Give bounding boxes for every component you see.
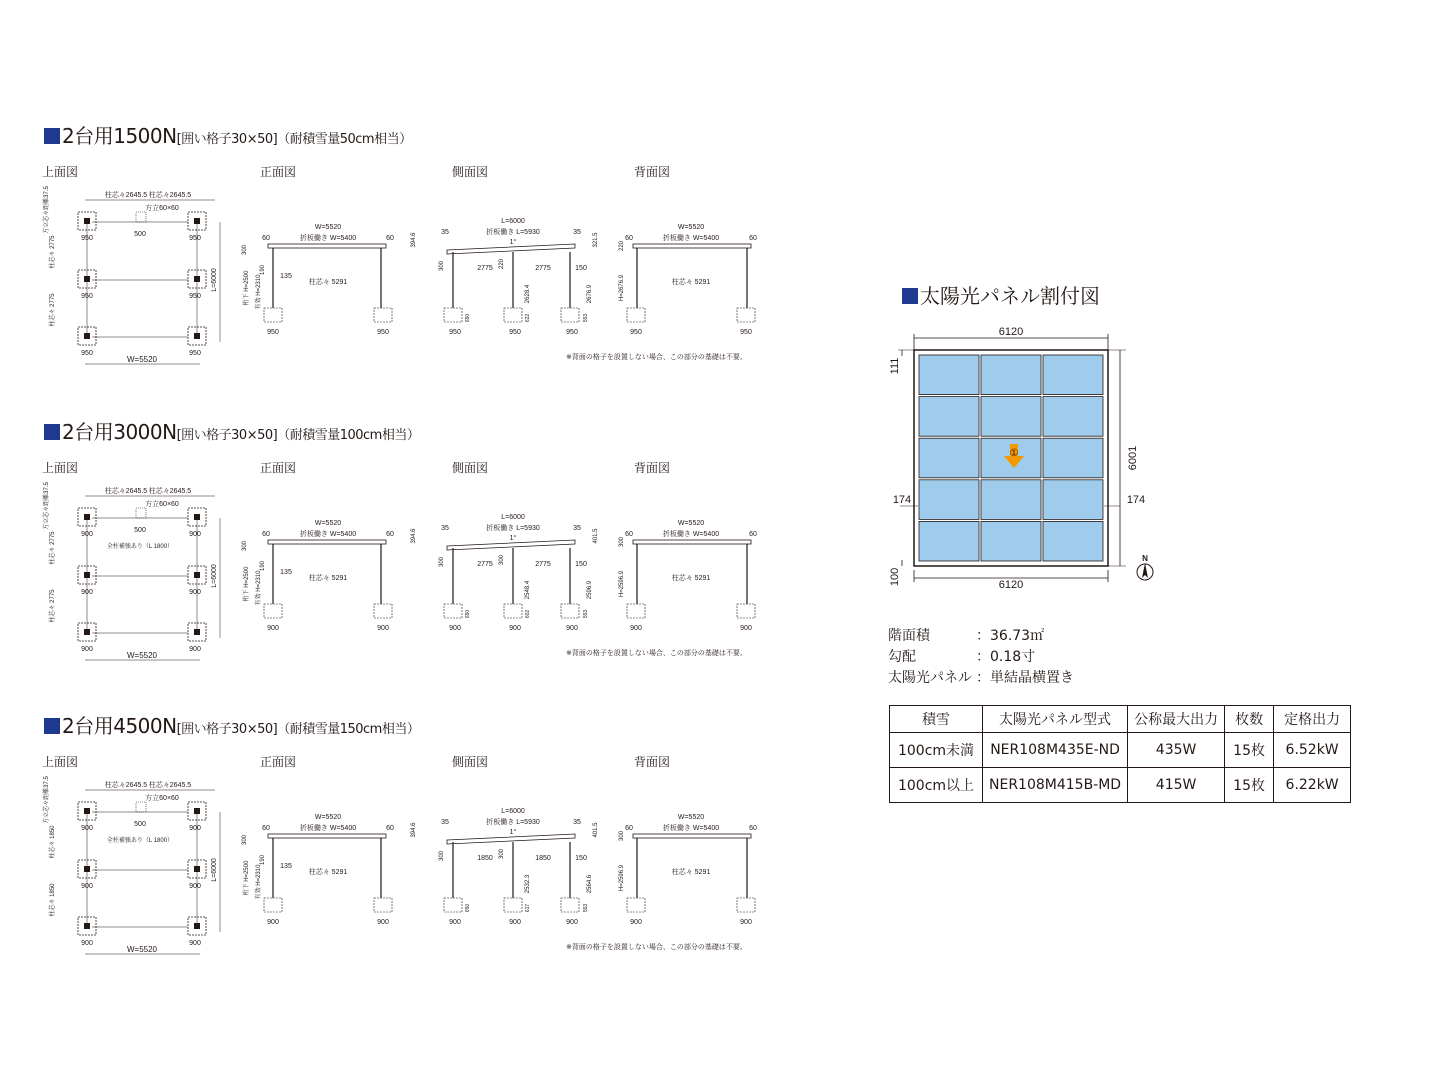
dimension-label: 900: [81, 531, 93, 538]
dimension-label: 135: [280, 569, 292, 576]
dimension-label: 394.6: [411, 232, 417, 248]
section-title-text: 2台用1500N: [62, 124, 177, 148]
dim-left-margin: 174: [892, 494, 912, 506]
dimension-label: L=6000: [211, 564, 218, 588]
foundation-note: ※背面の格子を設置しない場合、この部分の基礎は不要。: [566, 649, 747, 657]
dimension-label: 900: [740, 625, 752, 632]
dimension-label: 950: [630, 329, 642, 336]
dimension-label: 60: [625, 531, 633, 538]
solar-panel: [919, 397, 979, 437]
dimension-label: 折板働き L=5930: [486, 525, 540, 532]
solar-panel: [919, 438, 979, 478]
dimension-label: H=2676.9: [619, 274, 625, 302]
dimension-label: 394.6: [411, 528, 417, 544]
plan-view: [40, 182, 230, 372]
dimension-label: 900: [189, 940, 201, 947]
table-cell: NER108M435E-ND: [983, 733, 1128, 768]
dimension-label: W=5520: [126, 355, 158, 364]
dimension-label: 300: [242, 244, 248, 256]
dimension-label: 135: [280, 863, 292, 870]
dimension-label: 方立芯々距離37.5: [44, 482, 50, 530]
view-label: 上面図: [42, 165, 79, 179]
dimension-label: 60: [749, 825, 757, 832]
solar-panel: [1043, 480, 1103, 520]
dimension-label: 折板働き W=5400: [662, 531, 720, 538]
solar-panel: [919, 521, 979, 561]
dimension-label: W=5520: [314, 520, 342, 527]
table-header-cell: 定格出力: [1274, 706, 1351, 733]
solar-panel: [981, 480, 1041, 520]
dimension-label: 900: [509, 919, 521, 926]
dimension-label: 35: [573, 525, 581, 532]
dimension-label: 1°: [509, 829, 517, 836]
front-view: [238, 514, 398, 644]
solar-panel: [1043, 397, 1103, 437]
dimension-label: 950: [566, 329, 578, 336]
dimension-label: 900: [81, 825, 93, 832]
dimension-label: 柱芯々 2775: [50, 293, 56, 327]
dimension-label: 60: [386, 531, 394, 538]
dimension-label: 柱芯々2645.5: [148, 192, 192, 199]
dimension-label: 折板働き W=5400: [299, 825, 357, 832]
dim-height: 6001: [1127, 445, 1139, 471]
dimension-label: 900: [449, 919, 461, 926]
solar-panel: [1043, 521, 1103, 561]
dimension-label: 950: [267, 329, 279, 336]
dimension-label: 60: [262, 531, 270, 538]
dimension-label: 柱芯々2645.5: [148, 488, 192, 495]
table-row: [890, 768, 1351, 803]
dimension-label: 900: [189, 531, 201, 538]
spec-label: 階面積: [888, 628, 930, 644]
dimension-label: 650: [465, 609, 471, 619]
dimension-label: 900: [377, 919, 389, 926]
dimension-label: 900: [377, 625, 389, 632]
dimension-label: 2628.4: [525, 284, 531, 304]
dimension-label: 300: [439, 850, 445, 862]
table-header-cell: 公称最大出力: [1128, 706, 1225, 733]
dimension-label: 150: [575, 265, 587, 272]
table-cell: 15枚: [1225, 733, 1274, 768]
table-cell: 100cm以上: [890, 768, 983, 803]
dimension-label: 300: [439, 260, 445, 272]
dimension-label: 900: [267, 625, 279, 632]
dimension-label: W=5520: [677, 814, 705, 821]
slope-marker: ①: [1009, 448, 1019, 459]
dimension-label: 60: [262, 825, 270, 832]
dimension-label: 柱芯々 2775: [50, 589, 56, 623]
dimension-label: 2775: [535, 265, 551, 272]
section-title: [44, 120, 412, 149]
dimension-label: 柱芯々2645.5: [104, 782, 148, 789]
panel-layout-diagram: [880, 320, 1160, 600]
dimension-label: 柱芯々2645.5: [104, 488, 148, 495]
dimension-label: H=2596.9: [619, 570, 625, 598]
dimension-label: 桁下 H=2500: [244, 566, 250, 602]
table-cell: 6.52kW: [1274, 733, 1351, 768]
table-header-cell: 太陽光パネル型式: [983, 706, 1128, 733]
section-title-text: 2台用4500N: [62, 714, 177, 738]
dimension-label: 柱芯々 2775: [50, 235, 56, 269]
dimension-label: W=5520: [126, 945, 158, 954]
dimension-label: 方立芯々距離37.5: [44, 186, 50, 234]
section-subtitle: [囲い格子30×50]（耐積雪量150cm相当）: [176, 722, 420, 737]
dimension-label: 401.5: [593, 528, 599, 544]
dimension-label: 35: [441, 819, 449, 826]
dimension-label: 60: [386, 825, 394, 832]
table-cell: 415W: [1128, 768, 1225, 803]
dimension-label: 方立60×60: [145, 205, 179, 212]
table-cell: 6.22kW: [1274, 768, 1351, 803]
side-view: [405, 214, 605, 344]
dimension-label: 900: [566, 919, 578, 926]
dimension-label: 60: [625, 235, 633, 242]
dimension-label: 有効 H=2310: [256, 274, 262, 310]
section-title: [44, 710, 419, 739]
dimension-label: W=5520: [314, 814, 342, 821]
dimension-label: 柱芯々 5291: [671, 869, 711, 876]
north-compass-icon: [1137, 563, 1153, 580]
dimension-label: 150: [575, 561, 587, 568]
dim-bottom-margin: 100: [889, 567, 901, 587]
dimension-label: 950: [189, 293, 201, 300]
dimension-label: 617: [525, 903, 531, 913]
dimension-label: 900: [189, 883, 201, 890]
dimension-label: 2775: [477, 265, 493, 272]
solar-panel: [1043, 438, 1103, 478]
plan-view: [40, 772, 230, 962]
dimension-label: 900: [630, 625, 642, 632]
plan-view: [40, 478, 230, 668]
dimension-label: 2775: [477, 561, 493, 568]
table-header-cell: 積雪: [890, 706, 983, 733]
dimension-label: 柱芯々 5291: [308, 575, 348, 582]
solar-panel: [981, 355, 1041, 395]
dimension-label: 950: [449, 329, 461, 336]
dimension-label: 300: [242, 540, 248, 552]
dimension-label: 折板働き L=5930: [486, 229, 540, 236]
dimension-label: 60: [386, 235, 394, 242]
dimension-label: 1°: [509, 239, 517, 246]
dimension-label: 柱芯々 2775: [50, 531, 56, 565]
north-label: N: [1142, 554, 1148, 563]
dimension-label: W=5520: [314, 224, 342, 231]
dimension-label: 150: [575, 855, 587, 862]
view-label: 側面図: [452, 165, 489, 179]
view-label: 正面図: [260, 461, 297, 475]
view-label: 側面図: [452, 461, 489, 475]
front-view: [238, 218, 398, 348]
title-square-icon: [44, 718, 60, 734]
section-subtitle: [囲い格子30×50]（耐積雪量50cm相当）: [176, 132, 412, 147]
dimension-label: 900: [81, 940, 93, 947]
dim-right-margin: 174: [1126, 494, 1146, 506]
back-view: [615, 808, 765, 938]
dimension-label: 650: [465, 903, 471, 913]
solar-panel: [919, 355, 979, 395]
back-view: [615, 218, 765, 348]
dimension-label: 900: [509, 625, 521, 632]
dim-top-width: 6120: [998, 326, 1024, 338]
dimension-label: 900: [81, 646, 93, 653]
side-view: [405, 804, 605, 934]
dimension-label: 全柱補強あり（L 1800）: [106, 544, 174, 550]
dimension-label: 35: [573, 229, 581, 236]
dimension-label: W=5520: [677, 520, 705, 527]
spec-label: 勾配: [888, 649, 916, 665]
dimension-label: 300: [619, 536, 625, 548]
table-cell: 15枚: [1225, 768, 1274, 803]
dimension-label: 401.5: [593, 822, 599, 838]
dimension-label: 900: [189, 646, 201, 653]
dimension-label: 602: [525, 609, 531, 619]
dimension-label: 950: [189, 350, 201, 357]
spec-value: ：0.18寸: [976, 649, 1036, 665]
dimension-label: 2532.3: [525, 874, 531, 894]
dimension-label: 60: [625, 825, 633, 832]
side-view: [405, 510, 605, 640]
dimension-label: 950: [81, 350, 93, 357]
dimension-label: 900: [449, 625, 461, 632]
dimension-label: L=6000: [211, 268, 218, 292]
dimension-label: 300: [619, 830, 625, 842]
dim-top-margin: 111: [889, 357, 901, 375]
dimension-label: 1°: [509, 535, 517, 542]
dimension-label: 柱芯々 1850: [50, 883, 56, 917]
dimension-label: 900: [267, 919, 279, 926]
dimension-label: L=6000: [501, 808, 525, 815]
dimension-label: 950: [740, 329, 752, 336]
dim-bottom-width: 6120: [998, 579, 1024, 591]
dimension-label: 900: [566, 625, 578, 632]
dimension-label: 折板働き W=5400: [662, 235, 720, 242]
dimension-label: 900: [189, 825, 201, 832]
dimension-label: 2775: [535, 561, 551, 568]
dimension-label: 2596.9: [587, 580, 593, 600]
dimension-label: H=2596.9: [619, 864, 625, 892]
dimension-label: 394.6: [411, 822, 417, 838]
panel-spec-table: [889, 705, 1351, 803]
dimension-label: 220: [619, 240, 625, 252]
section-title: [44, 416, 419, 445]
foundation-note: ※背面の格子を設置しない場合、この部分の基礎は不要。: [566, 943, 747, 951]
panel-title: 太陽光パネル割付図: [902, 280, 1100, 309]
dimension-label: 柱芯々 5291: [308, 279, 348, 286]
dimension-label: 650: [465, 313, 471, 323]
dimension-label: 900: [189, 589, 201, 596]
back-view: [615, 514, 765, 644]
dimension-label: 190: [260, 854, 266, 866]
dimension-label: 折板働き L=5930: [486, 819, 540, 826]
dimension-label: 300: [439, 556, 445, 568]
dimension-label: 553: [583, 609, 589, 619]
dimension-label: 500: [134, 821, 146, 828]
dimension-label: 300: [499, 848, 505, 860]
dimension-label: 方立60×60: [145, 501, 179, 508]
dimension-label: 300: [242, 834, 248, 846]
dimension-label: 柱芯々 1850: [50, 825, 56, 859]
table-cell: 100cm未満: [890, 733, 983, 768]
dimension-label: 2676.9: [587, 284, 593, 304]
table-cell: NER108M415B-MD: [983, 768, 1128, 803]
dimension-label: 柱芯々 5291: [671, 575, 711, 582]
dimension-label: L=6000: [501, 514, 525, 521]
dimension-label: 900: [81, 589, 93, 596]
view-label: 上面図: [42, 461, 79, 475]
dimension-label: 60: [749, 531, 757, 538]
view-label: 背面図: [634, 461, 671, 475]
spec-row: [888, 646, 1035, 666]
spec-value: ：36.73㎡: [976, 628, 1045, 644]
dimension-label: 有効 H=2310: [256, 570, 262, 606]
dimension-label: 柱芯々2645.5: [104, 192, 148, 199]
spec-label: 太陽光パネル: [888, 670, 972, 686]
view-label: 側面図: [452, 755, 489, 769]
dimension-label: 190: [260, 264, 266, 276]
dimension-label: 方立60×60: [145, 795, 179, 802]
dimension-label: 有効 H=2310: [256, 864, 262, 900]
dimension-label: 900: [740, 919, 752, 926]
dimension-label: 300: [499, 554, 505, 566]
dimension-label: 1850: [535, 855, 551, 862]
front-view: [238, 808, 398, 938]
dimension-label: 950: [81, 235, 93, 242]
table-header-row: [890, 706, 1351, 733]
dimension-label: 1850: [477, 855, 493, 862]
dimension-label: 60: [262, 235, 270, 242]
table-header-cell: 枚数: [1225, 706, 1274, 733]
dimension-label: 桁下 H=2500: [244, 860, 250, 896]
dimension-label: L=6000: [501, 218, 525, 225]
dimension-label: 2548.4: [525, 580, 531, 600]
view-label: 上面図: [42, 755, 79, 769]
dimension-label: 950: [377, 329, 389, 336]
dimension-label: 35: [573, 819, 581, 826]
dimension-label: 900: [81, 883, 93, 890]
dimension-label: 60: [749, 235, 757, 242]
dimension-label: W=5520: [677, 224, 705, 231]
dimension-label: 950: [81, 293, 93, 300]
dimension-label: 柱芯々 5291: [308, 869, 348, 876]
dimension-label: 折板働き W=5400: [299, 235, 357, 242]
solar-panel: [981, 521, 1041, 561]
table-row: [890, 733, 1351, 768]
dimension-label: 135: [280, 273, 292, 280]
view-label: 正面図: [260, 755, 297, 769]
spec-row: [888, 667, 1074, 687]
title-square-icon: [44, 128, 60, 144]
dimension-label: 方立芯々距離37.5: [44, 776, 50, 824]
dimension-label: 900: [630, 919, 642, 926]
dimension-label: 35: [441, 525, 449, 532]
solar-panel: [981, 397, 1041, 437]
dimension-label: 500: [134, 231, 146, 238]
dimension-label: 柱芯々 5291: [671, 279, 711, 286]
dimension-label: 折板働き W=5400: [662, 825, 720, 832]
title-square-icon: [44, 424, 60, 440]
dimension-label: L=6000: [211, 858, 218, 882]
view-label: 背面図: [634, 755, 671, 769]
solar-panel: [919, 480, 979, 520]
section-subtitle: [囲い格子30×50]（耐積雪量100cm相当）: [176, 428, 420, 443]
spec-value: ：単結晶横置き: [976, 670, 1074, 686]
dimension-label: 190: [260, 560, 266, 572]
spec-row: [888, 625, 1044, 645]
section-title-text: 2台用3000N: [62, 420, 177, 444]
foundation-note: ※背面の格子を設置しない場合、この部分の基礎は不要。: [566, 353, 747, 361]
dimension-label: W=5520: [126, 651, 158, 660]
dimension-label: 折板働き W=5400: [299, 531, 357, 538]
dimension-label: 220: [499, 258, 505, 270]
dimension-label: 500: [134, 527, 146, 534]
dimension-label: 35: [441, 229, 449, 236]
dimension-label: 950: [189, 235, 201, 242]
dimension-label: 桁下 H=2500: [244, 270, 250, 306]
dimension-label: 321.5: [593, 232, 599, 248]
dimension-label: 622: [525, 313, 531, 323]
title-square-icon: [902, 288, 918, 304]
view-label: 背面図: [634, 165, 671, 179]
table-cell: 435W: [1128, 733, 1225, 768]
dimension-label: 553: [583, 313, 589, 323]
dimension-label: 全柱補強あり（L 1800）: [106, 838, 174, 844]
dimension-label: 950: [509, 329, 521, 336]
view-label: 正面図: [260, 165, 297, 179]
dimension-label: 2564.6: [587, 874, 593, 894]
solar-panel: [1043, 355, 1103, 395]
dimension-label: 553: [583, 903, 589, 913]
dimension-label: 柱芯々2645.5: [148, 782, 192, 789]
